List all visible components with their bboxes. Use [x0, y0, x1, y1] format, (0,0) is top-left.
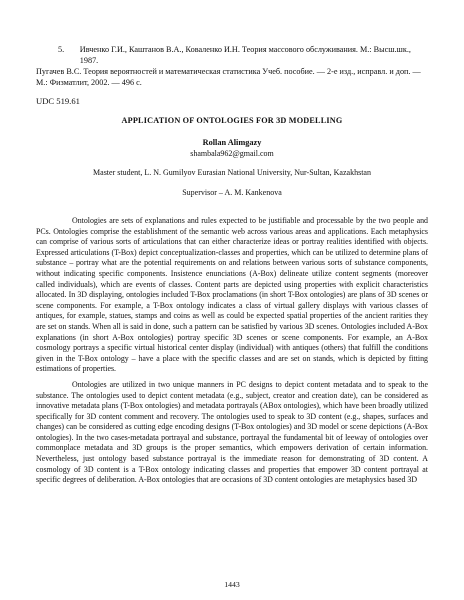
author-name: Rollan Alimgazy	[202, 138, 262, 147]
paper-title: APPLICATION OF ONTOLOGIES FOR 3D MODELLING	[121, 116, 343, 125]
supervisor-line: Supervisor – A. M. Kankenova	[182, 188, 282, 197]
author-email: shambala962@gmail.com	[190, 149, 274, 158]
author-affiliation: Master student, L. N. Gumilyov Eurasian National University, Nur-Sultan, Kazakhstan	[93, 168, 371, 177]
reference-item: Пугачев В.С. Теория вероятностей и математическая статистика Учеб. пособие. — 2-е изд., исправл. и доп. — М.: Физматлит, 2002. — 496 с.	[36, 67, 421, 87]
body-text	[36, 216, 428, 491]
paragraph: Ontologies are utilized in two unique manners in PC designs to depict content metadata and to speak to the substance. The ontologies used to depict content metadata (e.g., subject, creator and creation date), can be considered as innovative metadata plans (T-Box ontologies) and metadata portrayals (ABox ontologies), which have been broadly utilized specifically for 3D content comment and recovery. The ontologies used to speak to 3D content (e.g., shapes, surfaces and changes) can be considered as cutting edge encoding designs (T-Box ontologies) and 3D model or scene depictions (A-Box ontologies). In the two cases-metadata portrayal and substance, portrayal the fundamental bit of leeway of ontologies over commonplace metadata and 3D groups is the proper semantics, which empowers derivation of certain information. Nevertheless, just ontology based substance portrayal is the immediate reason for demonstrating of 3D content. A cosmology of 3D content is a T-Box ontology indicating classes and properties that empower 3D content portrayal at specific degrees of deliberation. A-Box ontologies that are occasions of 3D content ontologies are metaphysics based 3D	[36, 379, 428, 485]
reference-number: 5.	[58, 45, 65, 54]
page-number: 1443	[224, 580, 240, 589]
udc-code: UDC 519.61	[36, 96, 80, 106]
reference-list	[36, 44, 428, 88]
reference-item	[36, 44, 428, 66]
reference-text: Ивченко Г.И., Каштанов В.А., Коваленко И.Н. Теория массового обслуживания. М.: Высш.шк., 1987.	[79, 45, 411, 65]
paragraph: Ontologies are sets of explanations and rules expected to be justifiable and processable by the two people and PCs. Ontologies comprise the establishment of the semantic web across various areas and applications. Each metaphysics can comprise of various sorts of articulations that can either characterize ideas or portray realities identified with objects. Expressed articulations (T-Box) depict conceptualization-classes and properties, which can be utilized to determine plans of substance – portray what are the potential requirements on and relations between various sorts of substance components, without indicating specific components. Insistence enunciations (A-Box) delineate utilize content segments (moreover called individuals), which are events of classes. Content parts are depicted using properties with explicit characteristics allocated. In 3D displaying, ontologies included T-Box proclamations (in short T-Box ontologies) are plans of 3D scenes or scene components. For example, a T-Box ontology indicates a class of virtual gallery displays with various classes of antiques, for example, statues, stamps and coins as well as could be expected spatial properties of the ancient rarities they are set on stands. When all is said in done, such a pattern can be satisfied by various 3D scenes. Ontologies included A-Box explanations (in short A-Box ontologies) portray specific 3D scenes or scene components. For example, an A-Box cosmology portrays a specific virtual historical center display (individual) with antiques (others) that fulfill the conditions given in the T-Box ontology – have a place with the specific classes and are set on stands, which is depicted by fitting estimations of properties.	[36, 216, 428, 374]
